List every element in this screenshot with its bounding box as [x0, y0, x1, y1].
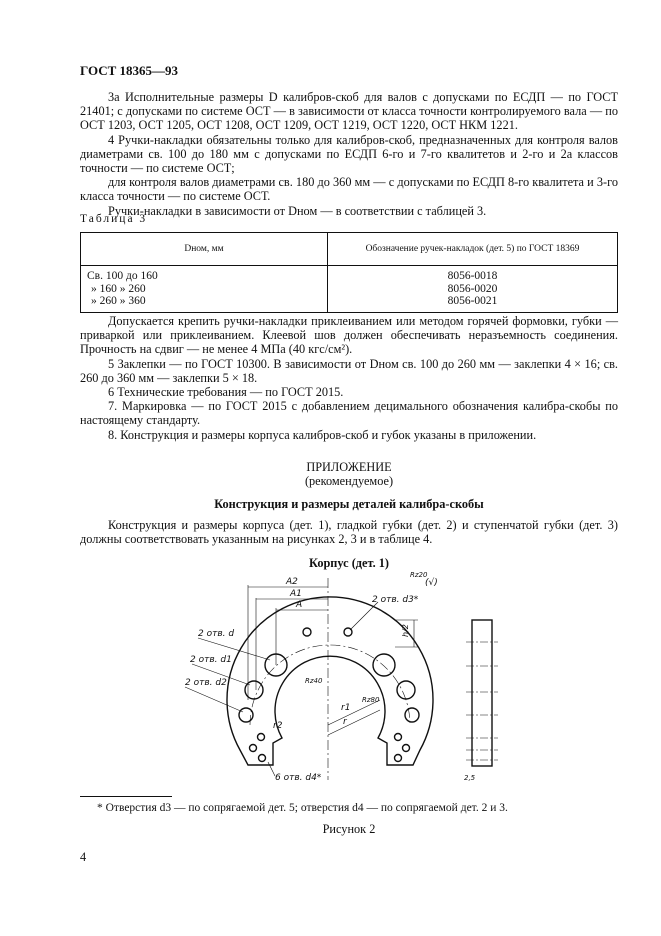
appendix-title: ПРИЛОЖЕНИЕ [306, 460, 392, 474]
table-header: Обозначение ручек-накладок (дет. 5) по ГОСТ 18369 [328, 233, 618, 266]
paragraph: для контроля валов диаметрами св. 180 до 360 мм — с допусками по ЕСДП 8-го квалитета и 3-го класса точности — по системе ОСТ. [80, 175, 618, 204]
label-a: A [296, 600, 303, 610]
footnote: * Отверстия d3 — по сопрягаемой дет. 5; отверстия d4 — по сопрягаемой дет. 2 и 3. [97, 802, 508, 814]
appendix-heading: Конструкция и размеры деталей калибра-скобы [214, 497, 484, 511]
cell-text: 8056-0021 [447, 295, 498, 307]
label-d1: 2 отв. d1 [190, 655, 232, 665]
table-header: Dном, мм [81, 233, 328, 266]
paragraph: 5 Заклепки — по ГОСТ 10300. В зависимости от Dном св. 100 до 260 мм — заклепки 4 × 16; св. 260 до 360 мм — заклепки 5 × 18. [80, 356, 618, 385]
cell-text: 8056-0018 [447, 270, 498, 282]
paragraph: 4 Ручки-накладки обязательны только для калибров-скоб, предназначенных для контроля валов диаметрами св. 100 до 180 мм с допусками по ЕСДП 6-го и 7-го квалитетов и 2-го и 2а классов точности — по системе ОСТ; [80, 132, 618, 176]
cell-text: Св. 100 до 160 [87, 270, 158, 282]
label-a1: A1 [290, 589, 302, 599]
paragraph: 3а Исполнительные размеры D калибров-скоб для валов с допусками по ЕСДП — по ГОСТ 21401; с допусками по системе ОСТ — в зависимости от класса точности контролируемого вала — по ОСТ 1203, ОСТ 1205, ОСТ 1208, ОСТ 1209, ОСТ 1219, ОСТ 1220, ОСТ НКМ 1221. [80, 90, 618, 133]
paragraph: 6 Технические требования — по ГОСТ 2015. [108, 385, 344, 400]
label-r: r [343, 717, 347, 727]
document-header: ГОСТ 18365—93 [80, 63, 179, 78]
label-d2: 2 отв. d2 [185, 678, 227, 688]
label-h2: h/2 [401, 624, 410, 637]
label-a2: A2 [286, 577, 298, 587]
paragraph: 8. Конструкция и размеры корпуса калибров-скоб и губок указаны в приложении. [108, 427, 537, 442]
label-r2: r2 [273, 721, 283, 731]
paragraph: 7. Маркировка — по ГОСТ 2015 с добавлением децимального обозначения калибра-скобы по настоящему стандарту. [80, 399, 618, 428]
cell-text: » 160 » 260 [91, 282, 146, 295]
label-d3: 2 отв. d3* [372, 595, 419, 605]
appendix-subtitle: (рекомендуемое) [304, 474, 394, 488]
paragraph: Допускается крепить ручки-накладки приклеиванием или методом горячей формовки, губки — приваркой или приклеиванием. Клеевой шов должен обеспечивать неразъемность соединения. Прочность на сдвиг — не менее 4 МПа (40 кгс/см²). [80, 314, 618, 357]
label-rz40: Rz40 [305, 677, 323, 685]
table-caption: Таблица 3 [80, 213, 148, 225]
label-d: 2 отв. d [198, 629, 235, 639]
figure-caption: Рисунок 2 [322, 822, 376, 836]
footnote-divider [80, 796, 172, 797]
label-d4: 6 отв. d4* [275, 773, 322, 783]
paragraph: Ручки-накладки в зависимости от Dном — в соответствии с таблицей 3. [108, 203, 487, 218]
cell-text: 8056-0020 [447, 282, 498, 295]
figure-title: Корпус (дет. 1) [309, 556, 389, 570]
label-rz80: Rz80 [362, 696, 380, 704]
page-number: 4 [80, 850, 87, 864]
cell-text: » 260 » 360 [91, 295, 146, 307]
label-roughness: (√) [425, 578, 438, 588]
label-2-5: 2,5 [464, 774, 476, 782]
paragraph: Конструкция и размеры корпуса (дет. 1), гладкой губки (дет. 2) и ступенчатой губки (дет. 3) должны соответствовать указанным на рисунках 2, 3 и в таблице 4. [80, 518, 618, 547]
label-r1: r1 [341, 703, 351, 713]
label-rz20: Rz20 [410, 571, 428, 579]
